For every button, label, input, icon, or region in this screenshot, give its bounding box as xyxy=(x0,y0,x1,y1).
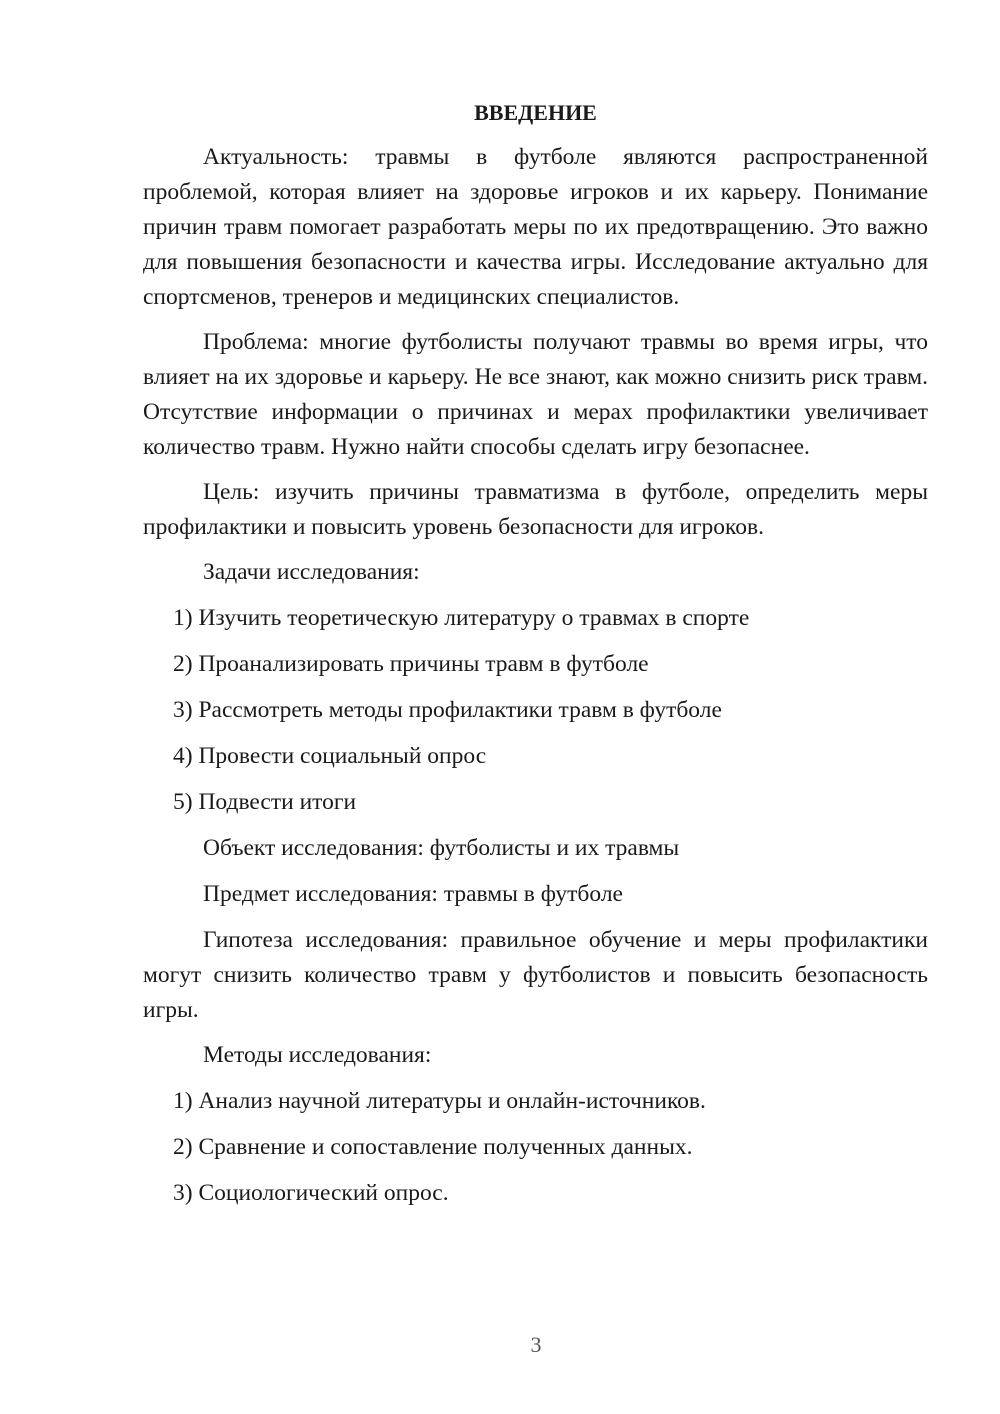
task-item-1: 1) Изучить теоретическую литературу о травмах в спорте xyxy=(173,605,750,631)
method-item-2: 2) Сравнение и сопоставление полученных данных. xyxy=(173,1134,693,1160)
task-item-5: 5) Подвести итоги xyxy=(173,789,357,815)
hypothesis-paragraph: Гипотеза исследования: правильное обучение и меры профилактики могут снизить количество травм у футболистов и повысить безопасность игры. xyxy=(143,927,928,1023)
page-content xyxy=(143,95,928,1222)
section-title: ВВЕДЕНИЕ xyxy=(474,100,597,125)
task-item-4: 4) Провести социальный опрос xyxy=(173,743,487,769)
task-item-2: 2) Проанализировать причины травм в футболе xyxy=(173,651,649,677)
problem-paragraph: Проблема: многие футболисты получают травмы во время игры, что влияет на их здоровье и карьеру. Не все знают, как можно снизить риск травм. Отсутствие информации о причинах и мерах профилактики увеличивает количество травм. Нужно найти способы сделать игру безопаснее. xyxy=(143,329,928,460)
goal-paragraph: Цель: изучить причины травматизма в футболе, определить меры профилактики и повысить уровень безопасности для игроков. xyxy=(143,479,928,540)
subject-paragraph: Предмет исследования: травмы в футболе xyxy=(203,881,623,907)
relevance-paragraph: Актуальность: травмы в футболе являются распространенной проблемой, которая влияет на здоровье игроков и их карьеру. Понимание причин травм помогает разработать меры по их предотвращению. Это важно для повышения безопасности и качества игры. Исследование актуально для спортсменов, тренеров и медицинских специалистов. xyxy=(143,144,928,310)
methods-heading: Методы исследования: xyxy=(203,1042,432,1068)
tasks-heading: Задачи исследования: xyxy=(203,559,420,585)
object-paragraph: Объект исследования: футболисты и их травмы xyxy=(203,835,680,861)
page-number: 3 xyxy=(530,1332,542,1357)
task-item-3: 3) Рассмотреть методы профилактики травм в футболе xyxy=(173,697,722,723)
method-item-1: 1) Анализ научной литературы и онлайн-источников. xyxy=(173,1088,706,1114)
method-item-3: 3) Социологический опрос. xyxy=(173,1180,449,1206)
